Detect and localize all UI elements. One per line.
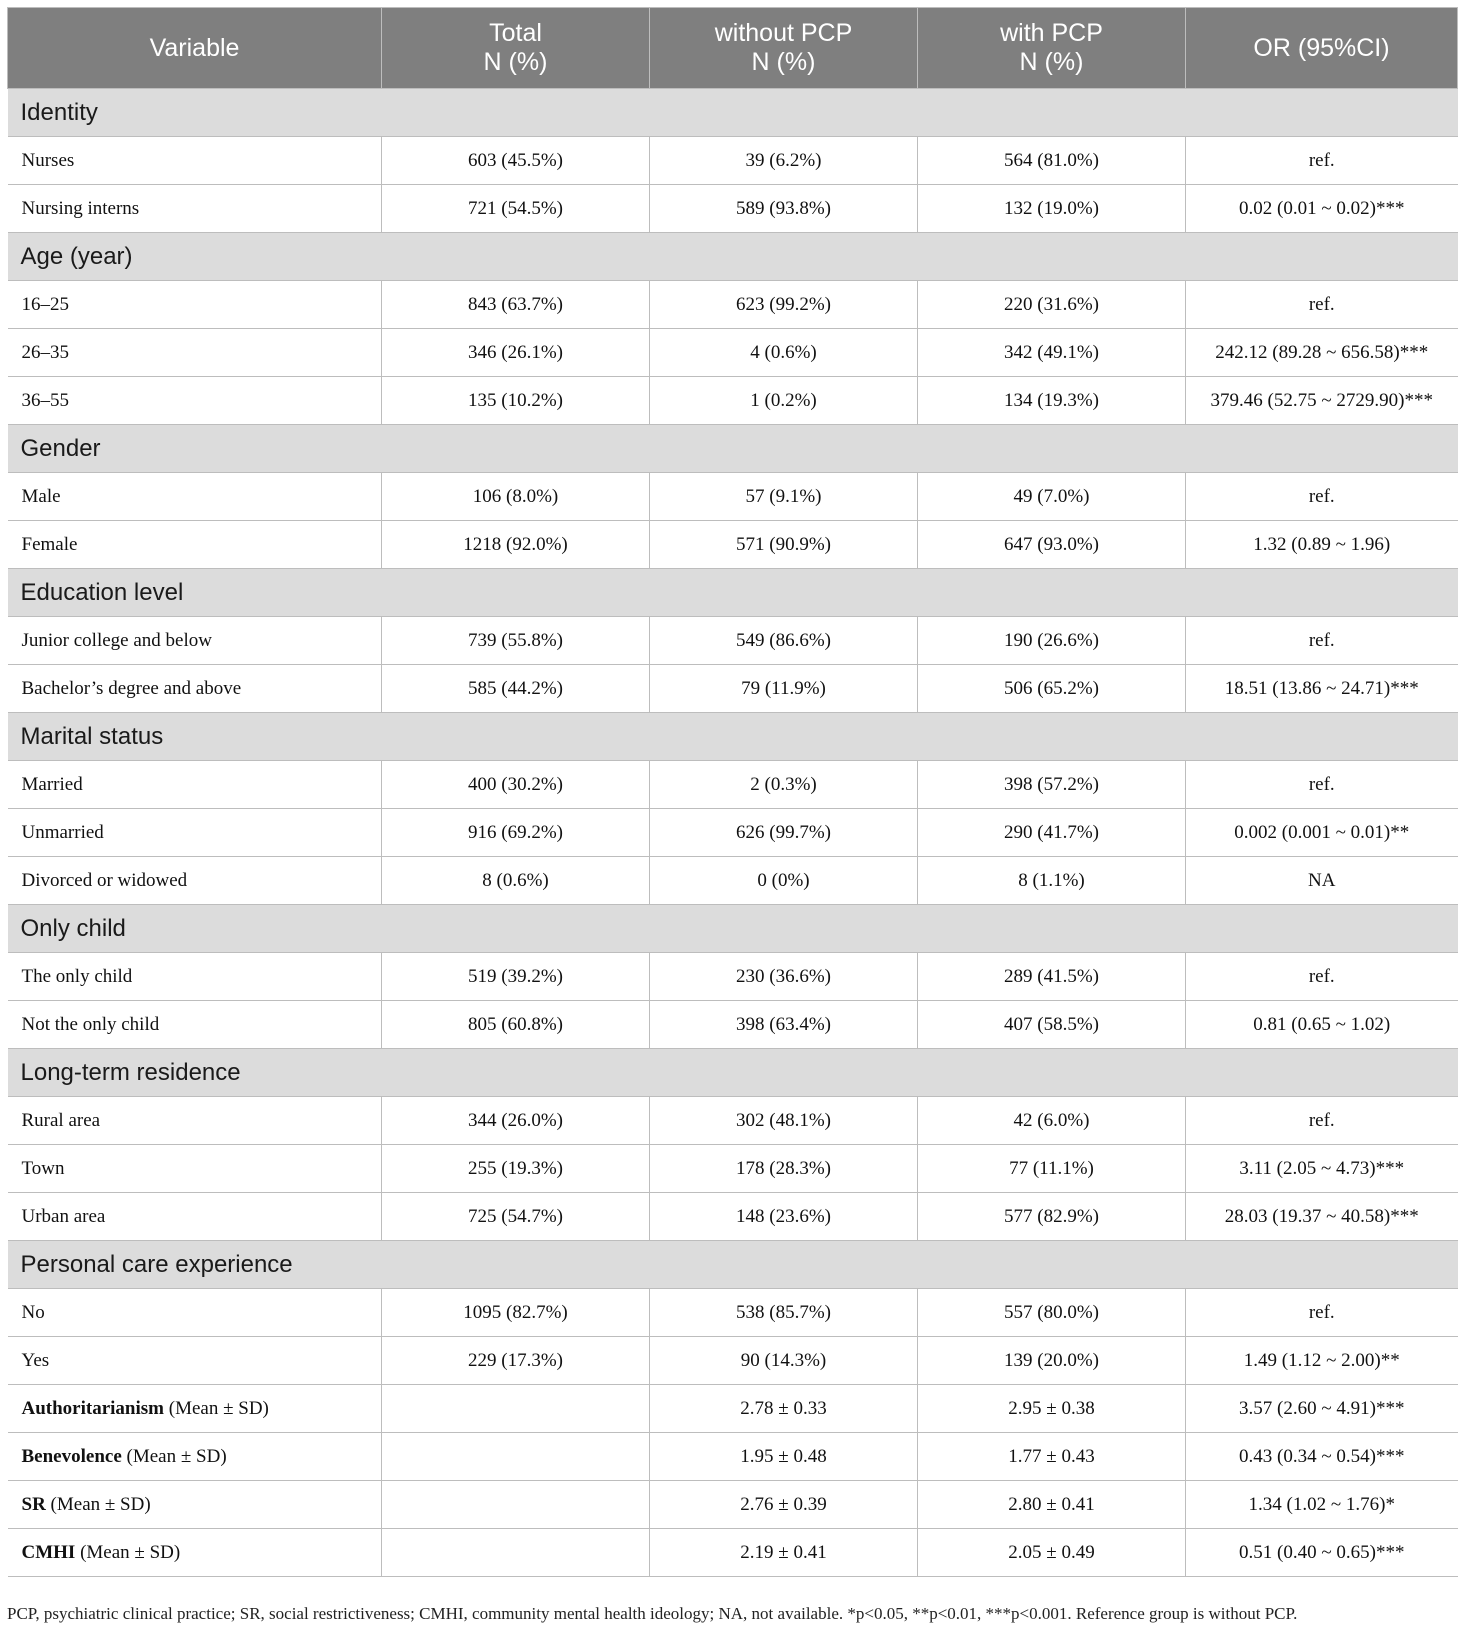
- row-label: 16–25: [8, 281, 382, 329]
- header-without-pcp: [650, 8, 918, 89]
- total-cell: [382, 1481, 650, 1529]
- table-row: [8, 473, 1458, 521]
- or-ci-cell: ref.: [1186, 1289, 1458, 1337]
- or-ci-cell: 1.49 (1.12 ~ 2.00)**: [1186, 1337, 1458, 1385]
- row-label: 26–35: [8, 329, 382, 377]
- table-row: [8, 857, 1458, 905]
- or-ci-cell: 18.51 (13.86 ~ 24.71)***: [1186, 665, 1458, 713]
- total-cell: [382, 1433, 650, 1481]
- scale-label: [8, 1481, 382, 1529]
- section-title: Long-term residence: [8, 1049, 1458, 1097]
- or-ci-cell: 0.02 (0.01 ~ 0.02)***: [1186, 185, 1458, 233]
- row-label: Male: [8, 473, 382, 521]
- or-ci-cell: ref.: [1186, 761, 1458, 809]
- total-cell: 106 (8.0%): [382, 473, 650, 521]
- total-cell: 805 (60.8%): [382, 1001, 650, 1049]
- row-label: 36–55: [8, 377, 382, 425]
- without-pcp-cell: 589 (93.8%): [650, 185, 918, 233]
- table-row: [8, 665, 1458, 713]
- without-pcp-cell: 90 (14.3%): [650, 1337, 918, 1385]
- without-pcp-cell: 57 (9.1%): [650, 473, 918, 521]
- header-total-unit: N (%): [483, 48, 548, 76]
- table-row: [8, 521, 1458, 569]
- without-pcp-cell: 79 (11.9%): [650, 665, 918, 713]
- total-cell: [382, 1385, 650, 1433]
- section-header-row: [8, 89, 1458, 137]
- or-ci-cell: 28.03 (19.37 ~ 40.58)***: [1186, 1193, 1458, 1241]
- or-ci-cell: ref.: [1186, 137, 1458, 185]
- without-pcp-cell: 230 (36.6%): [650, 953, 918, 1001]
- row-label: No: [8, 1289, 382, 1337]
- row-label: Bachelor’s degree and above: [8, 665, 382, 713]
- with-pcp-cell: 290 (41.7%): [918, 809, 1186, 857]
- row-label: Divorced or widowed: [8, 857, 382, 905]
- with-pcp-cell: 2.80 ± 0.41: [918, 1481, 1186, 1529]
- row-label: Yes: [8, 1337, 382, 1385]
- scale-row: [8, 1433, 1458, 1481]
- section-title: Age (year): [8, 233, 1458, 281]
- or-ci-cell: ref.: [1186, 1097, 1458, 1145]
- or-ci-cell: NA: [1186, 857, 1458, 905]
- data-table-container: [7, 7, 1457, 1577]
- section-header-row: [8, 713, 1458, 761]
- without-pcp-cell: 1 (0.2%): [650, 377, 918, 425]
- scale-row: [8, 1529, 1458, 1577]
- without-pcp-cell: 398 (63.4%): [650, 1001, 918, 1049]
- without-pcp-cell: 623 (99.2%): [650, 281, 918, 329]
- without-pcp-cell: 39 (6.2%): [650, 137, 918, 185]
- total-cell: 344 (26.0%): [382, 1097, 650, 1145]
- data-table: [7, 7, 1458, 1577]
- row-label: Nurses: [8, 137, 382, 185]
- row-label: Town: [8, 1145, 382, 1193]
- or-ci-cell: 1.32 (0.89 ~ 1.96): [1186, 521, 1458, 569]
- with-pcp-cell: 342 (49.1%): [918, 329, 1186, 377]
- with-pcp-cell: 42 (6.0%): [918, 1097, 1186, 1145]
- total-cell: 603 (45.5%): [382, 137, 650, 185]
- with-pcp-cell: 139 (20.0%): [918, 1337, 1186, 1385]
- without-pcp-cell: 4 (0.6%): [650, 329, 918, 377]
- section-header-row: [8, 905, 1458, 953]
- with-pcp-cell: 2.95 ± 0.38: [918, 1385, 1186, 1433]
- or-ci-cell: 0.002 (0.001 ~ 0.01)**: [1186, 809, 1458, 857]
- or-ci-cell: 0.43 (0.34 ~ 0.54)***: [1186, 1433, 1458, 1481]
- with-pcp-cell: 506 (65.2%): [918, 665, 1186, 713]
- total-cell: 739 (55.8%): [382, 617, 650, 665]
- header-variable-label: Variable: [149, 33, 240, 62]
- without-pcp-cell: 148 (23.6%): [650, 1193, 918, 1241]
- or-ci-cell: ref.: [1186, 281, 1458, 329]
- header-variable: [8, 8, 382, 89]
- table-row: [8, 137, 1458, 185]
- section-header-row: [8, 569, 1458, 617]
- table-body: [8, 89, 1458, 1577]
- total-cell: 8 (0.6%): [382, 857, 650, 905]
- scale-row: [8, 1481, 1458, 1529]
- scale-suffix: (Mean ± SD): [164, 1397, 269, 1419]
- without-pcp-cell: 2.76 ± 0.39: [650, 1481, 918, 1529]
- header-with-pcp-label: with PCP: [1000, 19, 1103, 47]
- with-pcp-cell: 398 (57.2%): [918, 761, 1186, 809]
- with-pcp-cell: 190 (26.6%): [918, 617, 1186, 665]
- or-ci-cell: ref.: [1186, 617, 1458, 665]
- or-ci-cell: 3.57 (2.60 ~ 4.91)***: [1186, 1385, 1458, 1433]
- without-pcp-cell: 1.95 ± 0.48: [650, 1433, 918, 1481]
- row-label: Urban area: [8, 1193, 382, 1241]
- header-total-label: Total: [489, 19, 542, 47]
- row-label: Not the only child: [8, 1001, 382, 1049]
- or-ci-cell: ref.: [1186, 953, 1458, 1001]
- section-title: Identity: [8, 89, 1458, 137]
- with-pcp-cell: 289 (41.5%): [918, 953, 1186, 1001]
- table-row: [8, 1337, 1458, 1385]
- header-row: [8, 8, 1458, 89]
- total-cell: 519 (39.2%): [382, 953, 650, 1001]
- total-cell: 725 (54.7%): [382, 1193, 650, 1241]
- or-ci-cell: 379.46 (52.75 ~ 2729.90)***: [1186, 377, 1458, 425]
- without-pcp-cell: 2.78 ± 0.33: [650, 1385, 918, 1433]
- scale-suffix: (Mean ± SD): [75, 1541, 181, 1563]
- table-row: [8, 953, 1458, 1001]
- or-ci-cell: 1.34 (1.02 ~ 1.76)*: [1186, 1481, 1458, 1529]
- section-title: Gender: [8, 425, 1458, 473]
- row-label: Unmarried: [8, 809, 382, 857]
- without-pcp-cell: 549 (86.6%): [650, 617, 918, 665]
- row-label: Female: [8, 521, 382, 569]
- or-ci-cell: 3.11 (2.05 ~ 4.73)***: [1186, 1145, 1458, 1193]
- total-cell: 1218 (92.0%): [382, 521, 650, 569]
- scale-name: SR: [21, 1493, 46, 1515]
- scale-suffix: (Mean ± SD): [45, 1493, 151, 1515]
- with-pcp-cell: 557 (80.0%): [918, 1289, 1186, 1337]
- table-footnote: PCP, psychiatric clinical practice; SR, social restrictiveness; CMHI, community mental health ideology; NA, not available. *p<0.05, **p<0.01, ***p<0.001. Reference group is without PCP.: [7, 1604, 1298, 1623]
- with-pcp-cell: 49 (7.0%): [918, 473, 1186, 521]
- with-pcp-cell: 1.77 ± 0.43: [918, 1433, 1186, 1481]
- total-cell: 135 (10.2%): [382, 377, 650, 425]
- header-with-pcp: [918, 8, 1186, 89]
- with-pcp-cell: 577 (82.9%): [918, 1193, 1186, 1241]
- without-pcp-cell: 0 (0%): [650, 857, 918, 905]
- scale-suffix: (Mean ± SD): [121, 1445, 227, 1467]
- row-label: Rural area: [8, 1097, 382, 1145]
- total-cell: 843 (63.7%): [382, 281, 650, 329]
- without-pcp-cell: 2.19 ± 0.41: [650, 1529, 918, 1577]
- total-cell: 255 (19.3%): [382, 1145, 650, 1193]
- without-pcp-cell: 2 (0.3%): [650, 761, 918, 809]
- section-title: Personal care experience: [8, 1241, 1458, 1289]
- table-row: [8, 377, 1458, 425]
- scale-label: [8, 1433, 382, 1481]
- scale-name: CMHI: [21, 1541, 76, 1563]
- without-pcp-cell: 538 (85.7%): [650, 1289, 918, 1337]
- row-label: Married: [8, 761, 382, 809]
- or-ci-cell: 242.12 (89.28 ~ 656.58)***: [1186, 329, 1458, 377]
- without-pcp-cell: 626 (99.7%): [650, 809, 918, 857]
- or-ci-cell: 0.51 (0.40 ~ 0.65)***: [1186, 1529, 1458, 1577]
- scale-label: [8, 1385, 382, 1433]
- header-total: [382, 8, 650, 89]
- table-row: [8, 1097, 1458, 1145]
- table-row: [8, 281, 1458, 329]
- or-ci-cell: ref.: [1186, 473, 1458, 521]
- table-row: [8, 185, 1458, 233]
- scale-name: Benevolence: [21, 1445, 122, 1467]
- with-pcp-cell: 407 (58.5%): [918, 1001, 1186, 1049]
- section-title: Marital status: [8, 713, 1458, 761]
- section-header-row: [8, 1241, 1458, 1289]
- total-cell: 1095 (82.7%): [382, 1289, 650, 1337]
- header-or-ci-label: OR (95%CI): [1253, 33, 1390, 62]
- header-without-pcp-unit: N (%): [751, 48, 816, 76]
- table-row: [8, 1145, 1458, 1193]
- scale-name: Authoritarianism: [21, 1397, 164, 1419]
- without-pcp-cell: 302 (48.1%): [650, 1097, 918, 1145]
- total-cell: [382, 1529, 650, 1577]
- total-cell: 721 (54.5%): [382, 185, 650, 233]
- with-pcp-cell: 132 (19.0%): [918, 185, 1186, 233]
- table-row: [8, 1289, 1458, 1337]
- table-row: [8, 329, 1458, 377]
- total-cell: 229 (17.3%): [382, 1337, 650, 1385]
- section-header-row: [8, 233, 1458, 281]
- table-row: [8, 761, 1458, 809]
- section-header-row: [8, 1049, 1458, 1097]
- section-header-row: [8, 425, 1458, 473]
- table-row: [8, 1193, 1458, 1241]
- table-row: [8, 1001, 1458, 1049]
- total-cell: 916 (69.2%): [382, 809, 650, 857]
- section-title: Only child: [8, 905, 1458, 953]
- total-cell: 346 (26.1%): [382, 329, 650, 377]
- with-pcp-cell: 77 (11.1%): [918, 1145, 1186, 1193]
- row-label: The only child: [8, 953, 382, 1001]
- scale-row: [8, 1385, 1458, 1433]
- total-cell: 400 (30.2%): [382, 761, 650, 809]
- header-or-ci: [1186, 8, 1458, 89]
- with-pcp-cell: 220 (31.6%): [918, 281, 1186, 329]
- table-row: [8, 617, 1458, 665]
- with-pcp-cell: 647 (93.0%): [918, 521, 1186, 569]
- header-with-pcp-unit: N (%): [1019, 48, 1084, 76]
- row-label: Junior college and below: [8, 617, 382, 665]
- with-pcp-cell: 564 (81.0%): [918, 137, 1186, 185]
- row-label: Nursing interns: [8, 185, 382, 233]
- header-without-pcp-label: without PCP: [714, 19, 853, 47]
- without-pcp-cell: 178 (28.3%): [650, 1145, 918, 1193]
- or-ci-cell: 0.81 (0.65 ~ 1.02): [1186, 1001, 1458, 1049]
- scale-label: [8, 1529, 382, 1577]
- total-cell: 585 (44.2%): [382, 665, 650, 713]
- table-row: [8, 809, 1458, 857]
- without-pcp-cell: 571 (90.9%): [650, 521, 918, 569]
- with-pcp-cell: 8 (1.1%): [918, 857, 1186, 905]
- section-title: Education level: [8, 569, 1458, 617]
- with-pcp-cell: 134 (19.3%): [918, 377, 1186, 425]
- with-pcp-cell: 2.05 ± 0.49: [918, 1529, 1186, 1577]
